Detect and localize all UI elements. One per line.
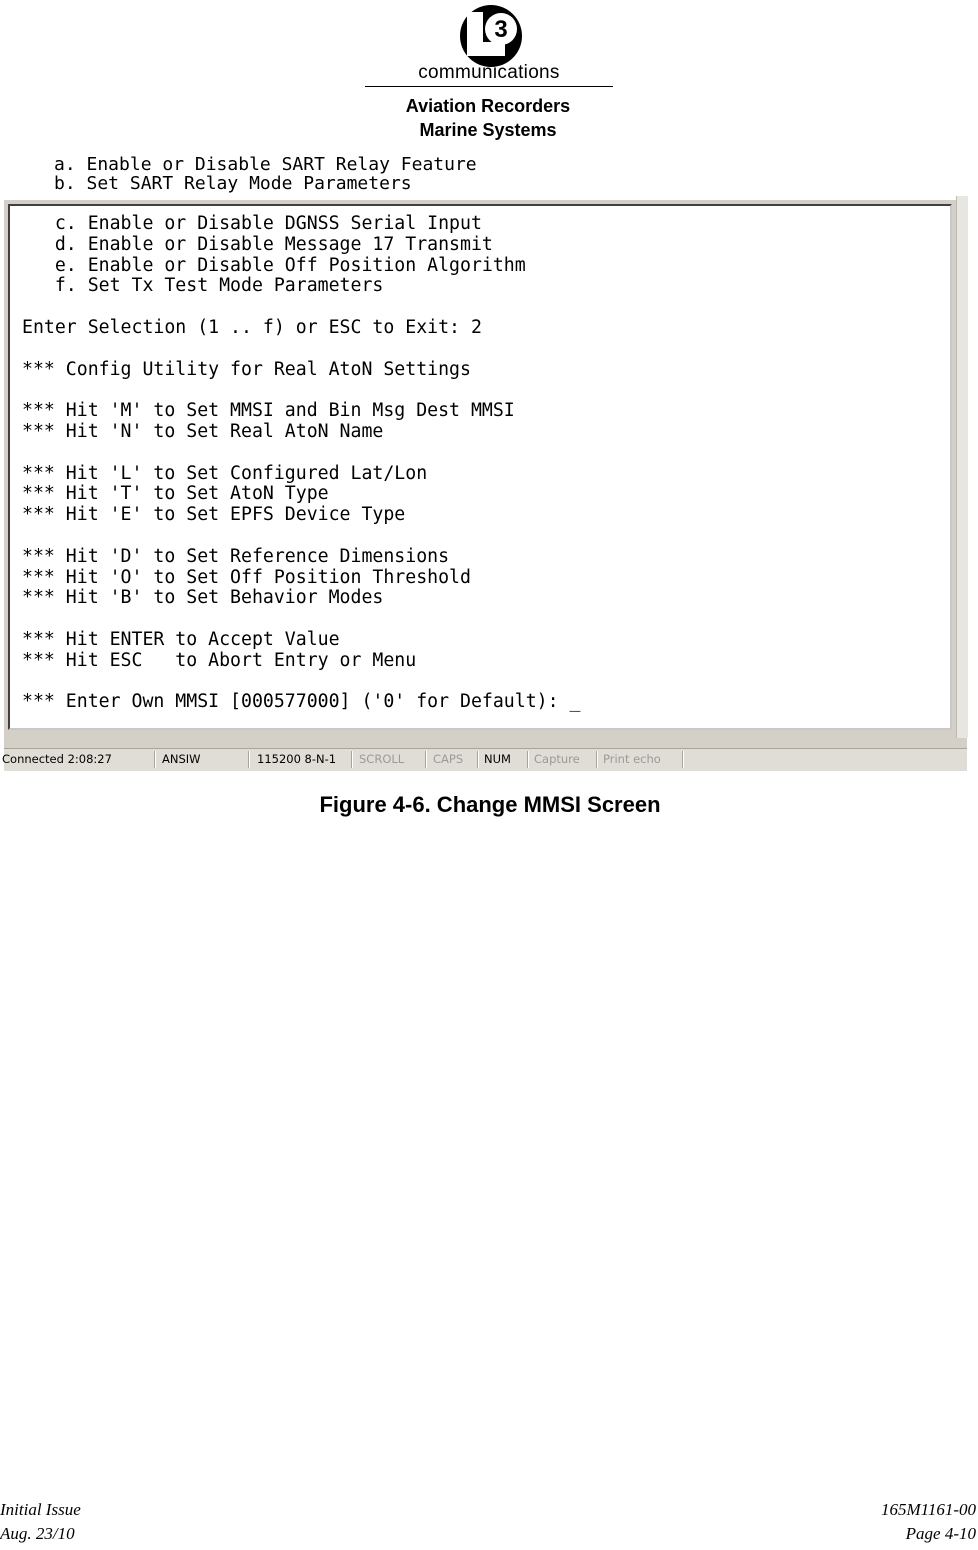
terminal-window[interactable] <box>8 204 952 730</box>
terminal-line <box>22 297 580 318</box>
terminal-screenshot <box>2 154 967 770</box>
terminal-line <box>22 443 580 464</box>
figure-caption: Figure 4-6. Change MMSI Screen <box>319 792 661 817</box>
scrollback-partial-line: a. Enable or Disable SART Relay Feature <box>54 154 477 175</box>
status-caps: CAPS <box>433 752 464 766</box>
terminal-output <box>22 214 580 713</box>
terminal-line: c. Enable or Disable DGNSS Serial Input <box>22 213 482 234</box>
status-divider <box>351 751 353 768</box>
terminal-line: Enter Selection (1 .. f) or ESC to Exit: 2 <box>22 316 482 338</box>
company-rule <box>365 86 613 87</box>
status-port: 115200 8-N-1 <box>257 752 337 766</box>
status-num: NUM <box>484 752 511 766</box>
division-marine: Marine Systems <box>419 120 557 140</box>
status-divider <box>682 751 684 768</box>
terminal-line <box>22 339 580 360</box>
vertical-scrollbar[interactable] <box>956 196 968 738</box>
status-scroll: SCROLL <box>359 752 405 766</box>
terminal-line: *** Config Utility for Real AtoN Settings <box>22 358 471 380</box>
terminal-line: f. Set Tx Test Mode Parameters <box>22 275 384 297</box>
division-aviation: Aviation Recorders <box>405 96 571 116</box>
status-emulation: ANSIW <box>162 752 201 766</box>
terminal-line: e. Enable or Disable Off Position Algorithm <box>22 254 526 276</box>
scrollback-line: b. Set SART Relay Mode Parameters <box>54 173 412 194</box>
status-divider <box>477 751 479 768</box>
footer-date: Aug. 23/10 <box>0 1524 75 1543</box>
company-name: communications <box>418 62 560 83</box>
status-divider <box>248 751 250 768</box>
terminal-line: *** Hit 'B' to Set Behavior Modes <box>22 587 384 609</box>
footer-issue: Initial Issue <box>0 1500 81 1519</box>
terminal-line: *** Hit ENTER to Accept Value <box>22 628 340 650</box>
svg-text:3: 3 <box>494 16 508 43</box>
terminal-line <box>22 526 580 547</box>
status-print-echo: Print echo <box>603 752 661 766</box>
footer-page-number: Page 4-10 <box>905 1524 976 1543</box>
status-bar <box>4 748 967 771</box>
terminal-line <box>22 380 580 401</box>
terminal-line: *** Hit ESC to Abort Entry or Menu <box>22 649 417 671</box>
terminal-line: *** Hit 'O' to Set Off Position Threshold <box>22 566 471 588</box>
terminal-line: *** Hit 'N' to Set Real AtoN Name <box>22 420 384 442</box>
terminal-line: d. Enable or Disable Message 17 Transmit <box>22 233 493 255</box>
terminal-line <box>22 672 580 693</box>
terminal-line: *** Hit 'L' to Set Configured Lat/Lon <box>22 462 428 484</box>
status-capture: Capture <box>534 752 580 766</box>
terminal-line: *** Hit 'T' to Set AtoN Type <box>22 483 329 505</box>
terminal-line <box>22 609 580 630</box>
status-divider <box>425 751 427 768</box>
terminal-line: *** Hit 'M' to Set MMSI and Bin Msg Dest MMSI <box>22 400 515 422</box>
footer-doc-number: 165M1161-00 <box>880 1500 976 1519</box>
terminal-scrollback <box>4 154 967 200</box>
terminal-line: *** Hit 'E' to Set EPFS Device Type <box>22 504 406 526</box>
status-divider <box>154 751 156 768</box>
l3-logo <box>457 4 525 68</box>
status-divider <box>596 751 598 768</box>
status-connected: Connected 2:08:27 <box>2 752 112 766</box>
terminal-line: *** Enter Own MMSI [000577000] ('0' for Default): _ <box>22 691 581 713</box>
terminal-line: *** Hit 'D' to Set Reference Dimensions <box>22 545 450 567</box>
status-divider <box>527 751 529 768</box>
